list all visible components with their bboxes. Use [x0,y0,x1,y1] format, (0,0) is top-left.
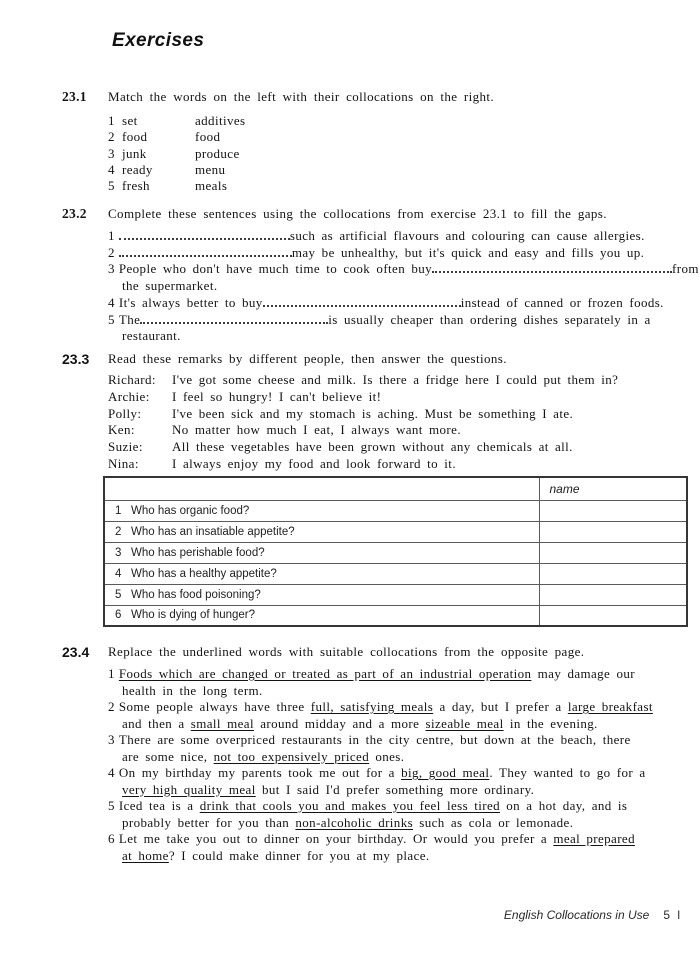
text-segment: Some people always have three [118,699,311,714]
text-segment: health in the long term. [122,682,263,698]
text-segment: may damage our [531,666,635,681]
match-item-number: 3 [108,145,115,161]
page-title: Exercises [112,30,205,51]
sentence [119,228,645,243]
table-header-name: name [539,477,687,500]
question-text: Who has perishable food? [131,546,265,559]
exercise-23-4 [62,644,682,864]
exercise-number: 23.1 [62,89,87,104]
question-text: Who has food poisoning? [131,588,261,601]
underlined-phrase: not too expensively priced [213,748,370,764]
question-row [104,605,687,626]
exercise-number: 23.4 [62,644,90,660]
item-number: 2 [108,699,115,714]
underlined-phrase: sizeable meal [425,715,504,731]
text-segment: such as artificial flavours and colouring can cause allergies. [289,228,645,243]
page-footer [0,908,682,922]
exercise-number: 23.2 [62,206,87,221]
question-cell [104,563,539,584]
text-segment: probably better for you than [122,814,296,830]
gap-fill-item [108,312,700,345]
replace-item [108,699,700,732]
question-cell [104,605,539,626]
item-number: 5 [108,798,115,813]
item-number: 3 [108,732,115,747]
gap-fill-item [108,228,700,245]
text-segment: . They wanted to go for a [489,765,646,780]
text-segment: but I said I'd prefer something more ordinary. [255,781,535,797]
remark-row [108,456,700,473]
question-text: Who is dying of hunger? [131,609,256,622]
question-number: 4 [115,567,122,580]
question-number: 2 [115,525,122,538]
text-segment: may be unhealthy, but it's quick and easy and fills you up. [291,244,645,260]
text-segment: from [672,261,699,277]
name-answer-cell [539,500,687,521]
dotted-gap-line [140,313,328,324]
speaker-name: Ken: [108,422,135,438]
question-row [104,563,687,584]
question-cell [104,542,539,563]
dotted-gap-line [432,262,672,273]
match-right-collocation: menu [195,161,226,177]
match-row [108,178,700,194]
question-number: 1 [115,504,122,517]
remark-text: No matter how much I eat, I always want more. [172,422,461,438]
match-left-word: food [122,129,148,145]
speaker-name: Polly: [108,405,142,421]
text-segment: People who don't have much time to cook often buy [118,261,432,277]
exercise-23-2 [62,206,699,345]
question-number: 5 [115,588,122,601]
replace-item [108,831,700,864]
replace-item [108,798,700,831]
speaker-name: Richard: [108,372,156,387]
underlined-phrase: non-alcoholic drinks [295,814,414,830]
match-item-number: 5 [108,178,115,194]
dotted-gap-line [263,296,461,307]
match-left-word: set [122,113,138,128]
text-segment: such as cola or lemonade. [413,814,574,830]
match-list [108,113,700,194]
underlined-phrase: drink that cools you and makes you feel less tired [199,798,501,813]
text-segment: Iced tea is a [118,798,200,813]
gap-fill-item [108,261,700,294]
match-right-collocation: meals [195,178,228,194]
text-segment: are some nice, [122,748,214,764]
speaker-name: Nina: [108,455,139,471]
text-segment: instead of canned or frozen foods. [460,294,664,310]
question-row [104,542,687,563]
underlined-phrase: very high quality meal [122,781,256,797]
remark-row [108,422,700,439]
text-segment: ? I could make dinner for you at my place. [168,847,430,863]
name-answer-cell [539,605,687,626]
question-cell [104,521,539,542]
exercise-23-3 [62,351,682,473]
question-text: Who has a healthy appetite? [131,567,277,580]
footer-book-title: English Collocations in Use [503,908,650,922]
text-segment: It's always better to buy [118,294,263,310]
underlined-phrase: at home [122,847,169,863]
underlined-phrase: full, satisfying meals [310,699,434,714]
sentence [119,765,646,797]
text-segment: On my birthday my parents took me out for a [118,765,402,780]
item-number: 4 [108,765,115,780]
exercise-number: 23.3 [62,351,90,367]
sentence [119,245,644,260]
speaker-name: Archie: [108,388,150,404]
text-segment: on a hot day, and is [500,798,628,813]
underlined-phrase: large breakfast [567,699,653,714]
gap-fill-list [108,228,700,345]
sentence [119,732,631,764]
footer-page-number: 5 l [663,908,682,922]
question-text: Who has organic food? [131,504,250,517]
item-number: 4 [108,294,115,310]
remarks-list [108,372,700,473]
remark-row [108,389,700,406]
match-item-number: 2 [108,129,115,145]
replace-item [108,666,700,699]
gap-fill-item [108,295,700,312]
question-number: 3 [115,546,122,559]
questions-table-container [103,476,688,627]
underlined-phrase: big, good meal [401,765,490,780]
question-row [104,500,687,521]
remark-text: All these vegetables have been grown without any chemicals at all. [172,439,573,455]
question-cell [104,500,539,521]
remark-text: I've been sick and my stomach is aching. Must be something I ate. [172,405,574,421]
name-answer-cell [539,521,687,542]
text-segment: There are some overpriced restaurants in the city centre, but down at the beach, there [118,732,631,747]
remark-row [108,372,700,389]
text-segment: Let me take you out to dinner on your birthday. Or would you prefer a [118,831,554,846]
exercise-instruction: Replace the underlined words with suitable collocations from the opposite page. [108,644,585,659]
match-left-word: ready [122,161,153,177]
remark-text: I've got some cheese and milk. Is there a fridge here I could put them in? [172,372,619,387]
sentence [119,666,635,698]
question-text: Who has an insatiable appetite? [131,525,295,538]
name-answer-cell [539,542,687,563]
text-segment: the supermarket. [122,278,218,294]
item-number: 2 [108,244,115,260]
text-segment: restaurant. [122,328,181,344]
item-number: 6 [108,831,115,846]
sentence [119,798,627,830]
text-segment: around midday and a more [253,715,426,731]
question-number: 6 [115,609,122,622]
name-answer-cell [539,563,687,584]
underlined-phrase: small meal [190,715,254,731]
match-right-collocation: additives [195,113,246,128]
sentence [119,295,664,310]
match-row [108,146,700,162]
exercise-instruction: Complete these sentences using the collocations from exercise 23.1 to fill the gaps. [108,206,607,221]
item-number: 3 [108,261,115,277]
exercise-instruction: Read these remarks by different people, then answer the questions. [108,351,507,366]
text-segment: in the evening. [503,715,598,731]
dotted-gap-line [119,229,290,240]
sentence [119,699,653,731]
match-row [108,113,700,129]
sentence [119,312,651,344]
table-header-row [104,477,687,500]
question-rows [104,500,687,626]
text-segment: ones. [369,748,405,764]
remark-text: I always enjoy my food and look forward to it. [172,455,456,471]
match-row [108,129,700,145]
exercise-23-1 [62,89,682,194]
remark-row [108,406,700,423]
match-row [108,162,700,178]
underlined-phrase: Foods which are changed or treated as part of an industrial operation [118,666,532,681]
sentence [119,831,635,863]
match-item-number: 1 [108,113,115,128]
remark-row [108,439,700,456]
match-right-collocation: food [195,129,221,145]
match-left-word: fresh [122,178,150,194]
underlined-phrase: meal prepared [553,831,635,846]
match-left-word: junk [122,145,147,161]
gap-fill-item [108,245,700,262]
dotted-gap-line [119,246,292,257]
replace-item [108,732,700,765]
exercise-instruction: Match the words on the left with their collocations on the right. [108,89,495,104]
text-segment: a day, but I prefer a [433,699,568,714]
text-segment: is usually cheaper than ordering dishes separately in a [328,311,651,327]
text-segment: and then a [122,715,191,731]
speaker-name: Suzie: [108,439,143,455]
name-answer-cell [539,584,687,605]
question-row [104,584,687,605]
sentence [119,261,699,293]
match-right-collocation: produce [195,145,240,161]
question-row [104,521,687,542]
item-number: 1 [108,228,115,243]
replace-item [108,765,700,798]
question-cell [104,584,539,605]
replace-list [108,666,700,864]
remark-text: I feel so hungry! I can't believe it! [172,388,382,404]
item-number: 5 [108,311,115,327]
match-item-number: 4 [108,161,115,177]
item-number: 1 [108,666,115,681]
table-header-question-blank [104,477,539,500]
text-segment: The [118,311,141,327]
questions-table [103,476,688,627]
